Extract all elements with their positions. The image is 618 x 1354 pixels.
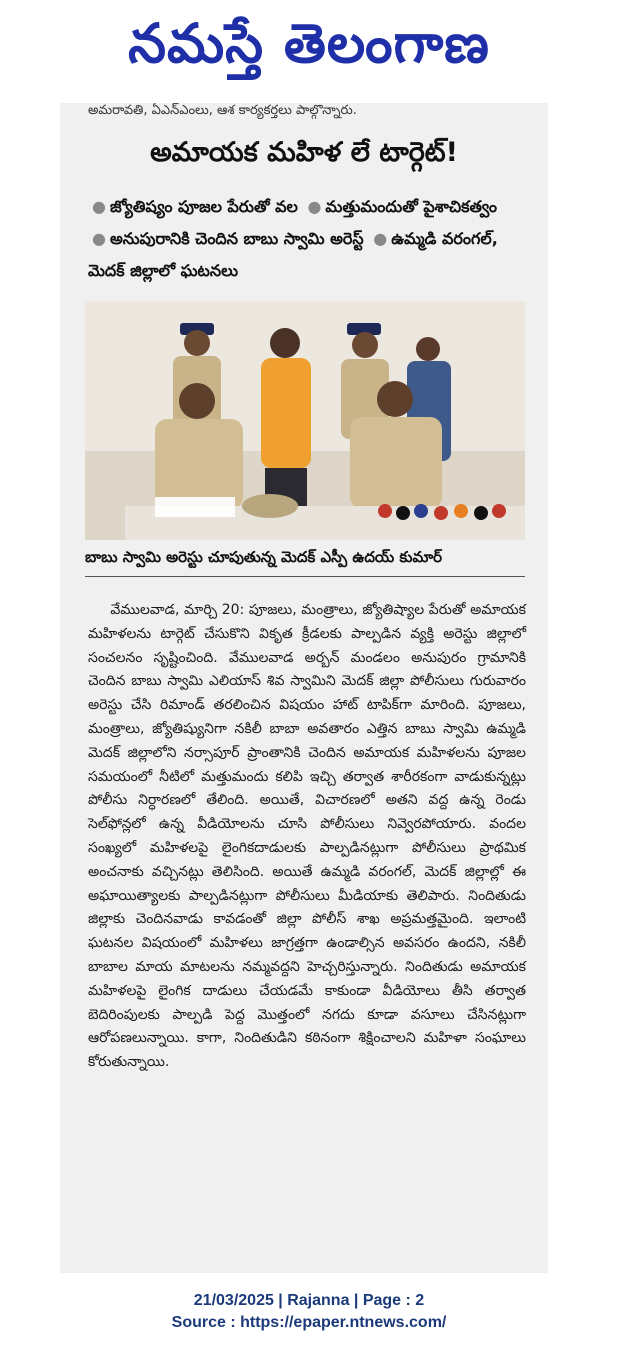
page-footer — [0, 1290, 618, 1334]
subhead-2: మత్తుమందుతో పైశాచికత్వం — [325, 197, 497, 216]
subhead-1: జ్యోతిష్యం పూజల పేరుతో వల — [109, 197, 298, 216]
subhead-4: ఉమ్మడి వరంగల్, మెదక్ జిల్లాలో ఘటనలు — [88, 229, 498, 280]
photo-caption: బాబు స్వామి అరెస్టు చూపుతున్న మెదక్ ఎస్పీ ఉదయ్ కుమార్ — [85, 548, 525, 577]
article-body: వేములవాడ, మార్చి 20: పూజలు, మంత్రాలు, జ్యోతిష్యాల పేరుతో అమాయక మహిళలను టార్గెట్ చేసుకొని వికృత క్రీడలకు పాల్పడిన వ్యక్తి అరెస్టు జిల్లాలో సంచలనం సృష్టించింది. వేములవాడ అర్బన్ మండలం అనుపురం గ్రామానికి చెందిన బాబు స్వామి ఎలియాస్ శివ స్వామిని మెదక్ జిల్లా పోలీసులు గురువారం అరెస్టు చేసి రిమాండ్ తరలించిన విషయం హాట్ టాపిక్‌గా మారింది. పూజలు, మంత్రాలు, జ్యోతిష్యునిగా నకిలీ బాబా అవతారం ఎత్తిన బాబు స్వామి ఉమ్మడి మెదక్ జిల్లాలోని నర్సాపూర్ ప్రాంతానికి చెందిన అమాయక మహిళలను పూజల సమయంలో నీటిలో మత్తుమందు కలిపి ఇచ్చి తర్వాత శారీరకంగా వాడుకున్నట్లు పోలీసు నిర్ధారణలో తేలింది. అయితే, విచారణలో అతని వద్ద ఉన్న రెండు సెల్‌ఫోన్లలో ఉన్న వీడియోలను చూసి పోలీసులు నివ్వెరపోయారు. వందల సంఖ్యలో మహిళలపై లైంగికదాడులకు పాల్పడినట్లుగా పోలీసులు ప్రాథమిక అంచనాకు వచ్చినట్లు తెలిసింది. అయితే ఉమ్మడి వరంగల్, మెదక్ జిల్లాల్లో ఈ అఘాయిత్యాలకు పాల్పడినట్లుగా పోలీసులు మీడియాకు తెలిపారు. నిందితుడు జిల్లాకు చెందినవాడు కావడంతో జిల్లా పోలీస్ శాఖ అప్రమత్తమైంది. ఇలాంటి ఘటనల విషయంలో మహిళలు జాగ్రత్తగా ఉండాల్సిన అవసరం ఉందని, నకిలీ బాబాల మాయ మాటలను నమ్మవద్దని హెచ్చరిస్తున్నారు. నిందితుడు అమాయక మహిళలపై లైంగిక దాడులు చేయడమే కాకుండా వీడియోలు తీసి తర్వాత బెదిరింపులకు పాల్పడి పెద్ద మొత్తంలో నగదు కూడా వసూలు చేసినట్లుగా ఆరోపణలున్నాయి. కాగా, నిందితుడిని కఠినంగా శిక్షించాలని మహిళా సంఘాలు కోరుతున్నాయి. — [88, 602, 526, 1071]
masthead-title: నమస్తే తెలంగాణ — [128, 11, 490, 75]
newspaper-masthead — [0, 0, 618, 100]
article-clipping — [60, 103, 548, 1273]
subhead-3: అనుపురానికి చెందిన బాబు స్వామి అరెస్ట్ — [109, 229, 364, 248]
source-link[interactable]: Source : https://epaper.ntnews.com/ — [171, 1314, 447, 1331]
edition-dateline: 21/03/2025 | Rajanna | Page : 2 — [193, 1292, 425, 1309]
press-meet-photo — [85, 301, 525, 540]
article-headline: అమాయక మహిళ లే టార్గెట్! — [150, 137, 458, 168]
previous-article-tail: అమరావతి, ఏఎన్ఎంలు, ఆశ కార్యకర్తలు పాల్గొన్నారు. — [88, 103, 357, 118]
article-photo — [85, 301, 525, 540]
article-subheads: ● జ్యోతిష్యం పూజల పేరుతో వల ● మత్తుమందుతో పైశాచికత్వం ● అనుపురానికి చెందిన బాబు స్వామి అరెస్ట్ ● ఉమ్మడి వరంగల్, మెదక్ జిల్లాలో ఘటనలు — [88, 197, 498, 280]
